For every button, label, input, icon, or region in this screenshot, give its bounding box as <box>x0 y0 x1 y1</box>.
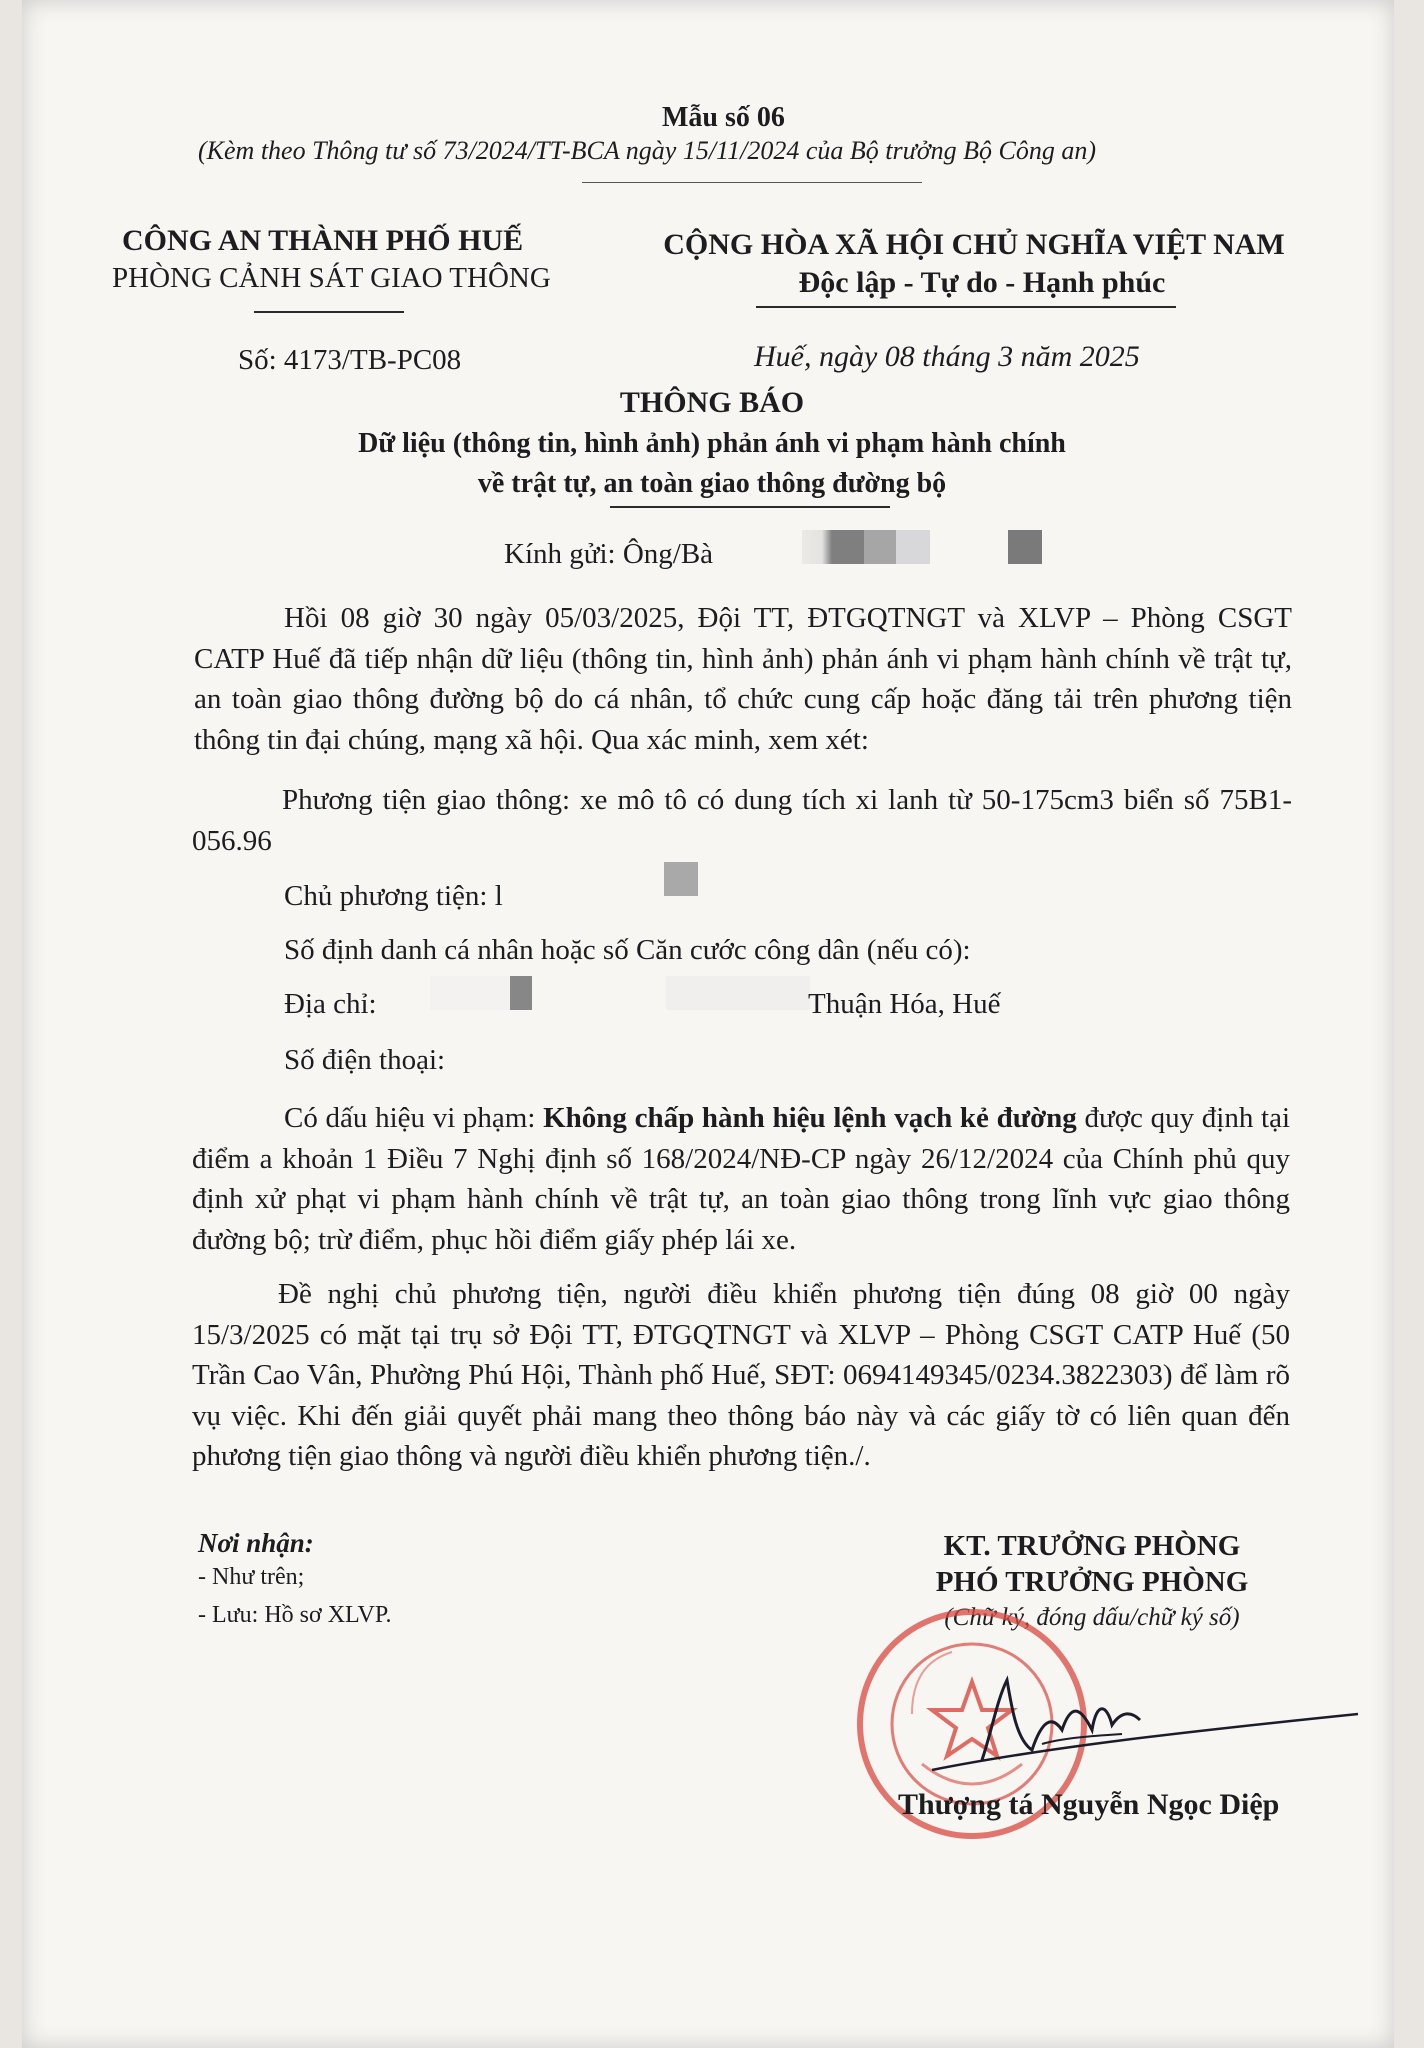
issuer-rule <box>254 311 404 313</box>
recipient-item: - Như trên; <box>198 1564 305 1590</box>
id-label: Số định danh cá nhân hoặc số Căn cước công dân (nếu có): <box>284 934 971 966</box>
address-label: Địa chỉ: <box>284 988 377 1020</box>
subtitle-rule <box>610 506 890 508</box>
recipient-item: - Lưu: Hồ sơ XLVP. <box>198 1602 392 1628</box>
body-paragraph-intake <box>194 598 1292 760</box>
signer-name: Thượng tá Nguyễn Ngọc Diệp <box>898 1788 1280 1821</box>
vehicle-text: Phương tiện giao thông: xe mô tô có dung tích xi lanh từ 50-175cm3 biển số 75B1-056.96 <box>192 784 1292 857</box>
signer-authority: KT. TRƯỞNG PHÒNG <box>943 1530 1241 1562</box>
form-rule <box>582 182 922 183</box>
document-page <box>22 0 1394 2048</box>
violation-prefix: Có dấu hiệu vi phạm: <box>284 1102 544 1134</box>
redacted-address <box>430 976 810 1010</box>
body-vehicle <box>192 780 1292 861</box>
issuer-department: PHÒNG CẢNH SÁT GIAO THÔNG <box>112 262 551 294</box>
document-number: Số: 4173/TB-PC08 <box>238 344 462 376</box>
body-violation <box>192 1098 1290 1260</box>
national-motto: Độc lập - Tự do - Hạnh phúc <box>798 266 1166 299</box>
address-city: Thuận Hóa, Huế <box>808 988 1001 1020</box>
signature-note: (Chữ ký, đóng dấu/chữ ký số) <box>944 1604 1240 1631</box>
document-subtitle-line1: Dữ liệu (thông tin, hình ảnh) phản ánh vi phạm hành chính <box>358 428 1066 459</box>
phone-label: Số điện thoại: <box>284 1044 446 1076</box>
owner-label: Chủ phương tiện: l <box>284 880 503 912</box>
issuer-agency: CÔNG AN THÀNH PHỐ HUẾ <box>122 224 524 257</box>
form-number: Mẫu số 06 <box>662 102 785 133</box>
recipients-heading: Nơi nhận: <box>198 1528 314 1558</box>
form-attachment-note: (Kèm theo Thông tư số 73/2024/TT-BCA ngày 15/11/2024 của Bộ trưởng Bộ Công an) <box>198 136 1097 165</box>
request-text: Đề nghị chủ phương tiện, người điều khiển phương tiện đúng 08 giờ 00 ngày 15/3/2025 có mặt tại trụ sở Đội TT, ĐTGQTNGT và XLVP – Phòng CSGT CATP Huế (50 Trần Cao Vân, Phường Phú Hội, Thành phố Huế, SĐT: 0694149345/0234.3822303) để làm rõ vụ việc. Khi đến giải quyết phải mang theo thông báo này và các giấy tờ có liên quan đến phương tiện giao thông và người điều khiển phương tiện./. <box>192 1278 1290 1472</box>
handwritten-signature <box>922 1640 1382 1790</box>
recipient-salutation: Kính gửi: Ông/Bà <box>504 538 714 570</box>
violation-name: Không chấp hành hiệu lệnh vạch kẻ đường <box>543 1102 1077 1134</box>
violation-legal-basis: được quy định tại điểm a khoản 1 Điều 7 Nghị định số 168/2024/NĐ-CP ngày 26/12/2024 của Chính phủ quy định xử phạt vi phạm hành chính về trật tự, an toàn giao thông trong lĩnh vực giao thông đường bộ; trừ điểm, phục hồi điểm giấy phép lái xe. <box>192 1102 1291 1256</box>
document-subtitle-line2: về trật tự, an toàn giao thông đường bộ <box>477 468 947 499</box>
motto-rule <box>756 306 1176 308</box>
national-title: CỘNG HÒA XÃ HỘI CHỦ NGHĨA VIỆT NAM <box>663 228 1285 261</box>
place-date: Huế, ngày 08 tháng 3 năm 2025 <box>754 340 1140 373</box>
redacted-owner-name <box>664 862 698 896</box>
signer-title: PHÓ TRƯỞNG PHÒNG <box>935 1566 1249 1598</box>
redacted-recipient-name <box>802 530 1062 564</box>
body-request <box>192 1274 1290 1477</box>
document-title: THÔNG BÁO <box>619 386 805 419</box>
intake-text: Hồi 08 giờ 30 ngày 05/03/2025, Đội TT, ĐTGQTNGT và XLVP – Phòng CSGT CATP Huế đã tiếp nhận dữ liệu (thông tin, hình ảnh) phản ánh vi phạm hành chính về trật tự, an toàn giao thông đường bộ do cá nhân, tổ chức cung cấp hoặc đăng tải trên phương tiện thông tin đại chúng, mạng xã hội. Qua xác minh, xem xét: <box>194 602 1292 756</box>
